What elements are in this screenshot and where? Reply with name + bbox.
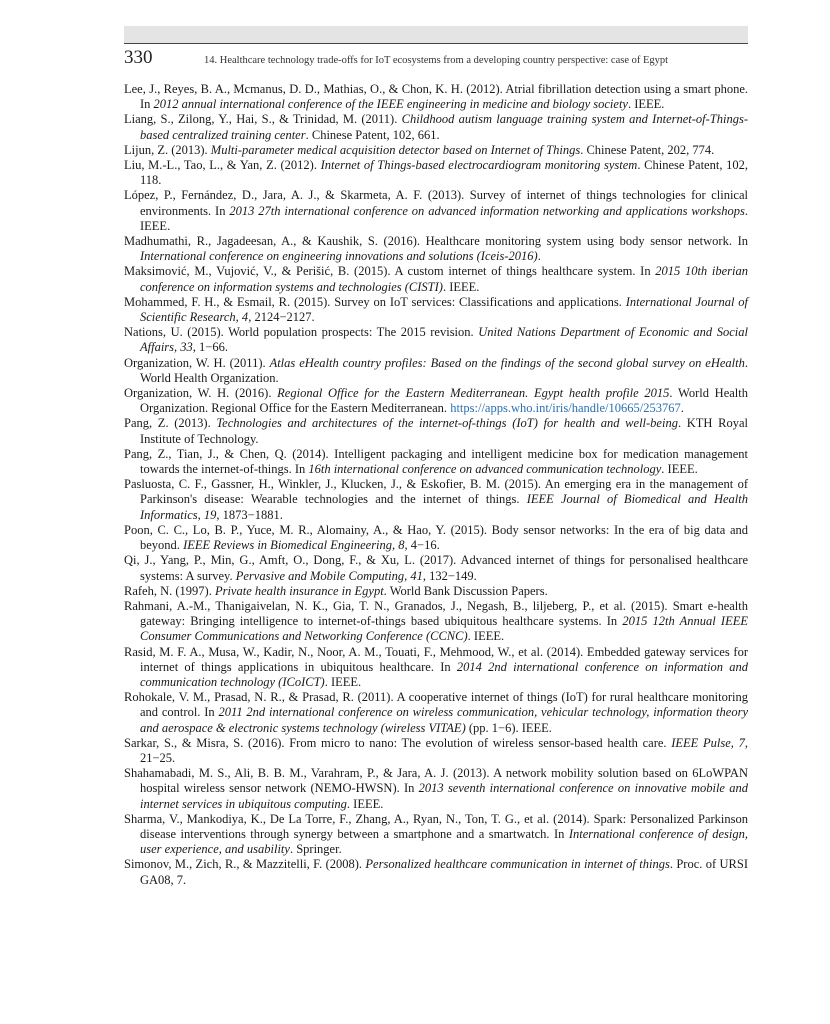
reference-text: Rasid, M. F. A., Musa, W., Kadir, N., Noor, A. M., Touati, F., Mehmood, W., et al. (2014). Embedded gateway services for internet of things applications in ubiquitous healthcare. In bbox=[124, 644, 748, 674]
reference-text: Shahamabadi, M. S., Ali, B. B. M., Varahram, P., & Jara, A. J. (2013). A network mobility solution based on 6LoWPAN hospital wireless sensor network (NEMO-HWSN). In bbox=[124, 766, 748, 796]
reference-entry bbox=[124, 477, 748, 523]
reference-text: , 1−66. bbox=[192, 340, 228, 355]
reference-entry bbox=[124, 234, 748, 264]
reference-entry bbox=[124, 82, 748, 112]
reference-entry bbox=[124, 447, 748, 477]
reference-text: Pasluosta, C. F., Gassner, H., Winkler, J., Klucken, J., & Eskofier, B. M. (2015). An emerging era in the management of Parkinson's disease: Wearable technologies and the internet of things. bbox=[124, 477, 748, 507]
reference-source: 2012 annual international conference of the IEEE engineering in medicine and biology society bbox=[153, 97, 628, 112]
reference-source: IEEE Pulse, 7 bbox=[671, 735, 745, 750]
reference-text: , 132−149. bbox=[422, 568, 477, 583]
reference-entry bbox=[124, 584, 748, 599]
page-number: 330 bbox=[124, 47, 153, 68]
reference-text: Liang, S., Zilong, Y., Hai, S., & Trinidad, M. (2011). bbox=[124, 112, 402, 127]
reference-text: . World Health Organization. bbox=[140, 355, 748, 385]
reference-text: . Chinese Patent, 102, 661. bbox=[305, 127, 440, 142]
reference-source: 2015 12th Annual IEEE Consumer Communications and Networking Conference (CCNC) bbox=[140, 614, 748, 644]
reference-text: . IEEE. bbox=[442, 279, 480, 294]
reference-source: 2015 10th iberian conference on information systems and technologies (CISTI) bbox=[140, 264, 748, 294]
reference-source: IEEE Journal of Biomedical and Health Informatics, 19 bbox=[140, 492, 748, 522]
reference-source: United Nations Department of Economic and Social Affairs, 33 bbox=[140, 325, 748, 355]
reference-entry bbox=[124, 112, 748, 142]
reference-text: Simonov, M., Zich, R., & Mazzitelli, F. (2008). bbox=[124, 857, 366, 872]
reference-entry bbox=[124, 523, 748, 553]
reference-text: Organization, W. H. (2011). bbox=[124, 355, 270, 370]
reference-source: IEEE Reviews in Biomedical Engineering, 8 bbox=[183, 538, 405, 553]
reference-source: International conference on engineering innovations and solutions (Iceis-2016) bbox=[140, 249, 538, 264]
reference-source: Personalized healthcare communication in internet of things bbox=[365, 857, 670, 872]
reference-entry bbox=[124, 645, 748, 691]
reference-text: . KTH Royal Institute of Technology. bbox=[140, 416, 748, 446]
reference-text: , 1873−1881. bbox=[216, 507, 283, 522]
reference-entry bbox=[124, 356, 748, 386]
reference-text: . IEEE. bbox=[467, 629, 505, 644]
reference-entry bbox=[124, 599, 748, 645]
reference-text: (pp. 1−6). IEEE. bbox=[465, 720, 552, 735]
reference-source: 2013 27th international conference on advanced information networking and applications workshops bbox=[229, 203, 745, 218]
reference-text: . IEEE. bbox=[346, 796, 384, 811]
reference-entry bbox=[124, 325, 748, 355]
reference-text: Rafeh, N. (1997). bbox=[124, 583, 215, 598]
reference-source: Pervasive and Mobile Computing, 41 bbox=[235, 568, 423, 583]
reference-text: . Springer. bbox=[289, 842, 342, 857]
reference-text: Pang, Z. (2013). bbox=[124, 416, 217, 431]
reference-text: Qi, J., Yang, P., Min, G., Amft, O., Dong, F., & Xu, L. (2017). Advanced internet of things for personalised healthcare systems: A survey. bbox=[124, 553, 748, 583]
reference-link[interactable]: https://apps.who.int/iris/handle/10665/253767 bbox=[450, 401, 681, 416]
reference-text: Lijun, Z. (2013). bbox=[124, 142, 211, 157]
reference-entry bbox=[124, 553, 748, 583]
reference-text: Sharma, V., Mankodiya, K., De La Torre, F., Zhang, A., Ryan, N., Ton, T. G., et al. (2014). Spark: Personalized Parkinson disease interventions through synergy between a smartphone and a smartwatch. In bbox=[124, 811, 748, 841]
reference-text: . Chinese Patent, 202, 774. bbox=[580, 142, 715, 157]
reference-entry bbox=[124, 188, 748, 234]
reference-entry bbox=[124, 143, 748, 158]
reference-source: International Journal of Scientific Research, 4 bbox=[140, 294, 749, 325]
reference-source: Childhood autism language training system and Internet-of-Things-based centralized training center bbox=[140, 112, 749, 142]
reference-source: Technologies and architectures of the internet-of-things (IoT) for health and well-being bbox=[216, 416, 678, 431]
reference-entry bbox=[124, 416, 748, 446]
reference-text: . IEEE. bbox=[140, 203, 748, 233]
running-head bbox=[124, 47, 748, 69]
reference-source: 16th international conference on advanced communication technology bbox=[308, 462, 662, 477]
reference-text: Nations, U. (2015). World population prospects: The 2015 revision. bbox=[124, 325, 479, 340]
reference-text: Madhumathi, R., Jagadeesan, A., & Kaushik, S. (2016). Healthcare monitoring system using body sensor network. In bbox=[124, 234, 748, 249]
reference-entry bbox=[124, 736, 748, 766]
running-title: 14. Healthcare technology trade-offs for IoT ecosystems from a developing country perspective: case of Egypt bbox=[204, 55, 669, 66]
reference-text: Poon, C. C., Lo, B. P., Yuce, M. R., Alomainy, A., & Hao, Y. (2015). Body sensor networks: In the era of big data and beyond. bbox=[124, 522, 748, 553]
reference-text: , 4−16. bbox=[404, 538, 440, 553]
reference-entry bbox=[124, 857, 748, 887]
reference-entry bbox=[124, 690, 748, 736]
reference-text: Liu, M.-L., Tao, L., & Yan, Z. (2012). bbox=[124, 158, 321, 173]
reference-entry bbox=[124, 264, 748, 294]
reference-source: Regional Office for the Eastern Mediterranean. Egypt health profile 2015 bbox=[277, 386, 670, 401]
reference-text: Pang, Z., Tian, J., & Chen, Q. (2014). Intelligent packaging and intelligent medicine box for medication management towards the internet-of-things. In bbox=[124, 446, 748, 477]
reference-text: . World Health Organization. Regional Office for the Eastern Mediterranean. bbox=[140, 386, 748, 416]
reference-source: International conference of design, user experience, and usability bbox=[140, 826, 748, 857]
reference-source: 2013 seventh international conference on innovative mobile and internet services in ubiquitous computing bbox=[140, 781, 748, 811]
reference-source: 2011 2nd international conference on wireless communication, vehicular technology, information theory and aerospace & electronic systems technology (wireless VITAE) bbox=[140, 705, 748, 735]
reference-text: Mohammed, F. H., & Esmail, R. (2015). Survey on IoT services: Classifications and applications. bbox=[124, 294, 626, 309]
reference-text: Rohokale, V. M., Prasad, N. R., & Prasad, R. (2011). A cooperative internet of things (IoT) for rural healthcare monitoring and control. In bbox=[124, 690, 748, 720]
reference-text: . bbox=[680, 401, 684, 416]
reference-text: , 2124−2127. bbox=[248, 310, 315, 325]
reference-text: . IEEE. bbox=[324, 674, 362, 689]
reference-text: Sarkar, S., & Misra, S. (2016). From micro to nano: The evolution of wireless sensor-based health care. bbox=[124, 735, 672, 750]
reference-entry bbox=[124, 812, 748, 858]
reference-source: Atlas eHealth country profiles: Based on the findings of the second global survey on eHealth bbox=[269, 355, 745, 370]
reference-text: Organization, W. H. (2016). bbox=[124, 386, 278, 401]
reference-text: López, P., Fernández, D., Jara, A. J., & Skarmeta, A. F. (2013). Survey of internet of things technologies for clinical environments. In bbox=[124, 188, 748, 218]
reference-entry bbox=[124, 158, 748, 188]
reference-entry bbox=[124, 386, 748, 416]
reference-entry bbox=[124, 766, 748, 812]
header-band bbox=[124, 26, 748, 43]
reference-text: . World Bank Discussion Papers. bbox=[383, 583, 548, 598]
reference-text: . Chinese Patent, 102, 118. bbox=[140, 158, 748, 188]
reference-source: 2014 2nd international conference on information and communication technology (ICoICT) bbox=[140, 659, 748, 689]
reference-text: . IEEE. bbox=[627, 97, 665, 112]
reference-text: Lee, J., Reyes, B. A., Mcmanus, D. D., Mathias, O., & Chon, K. H. (2012). Atrial fibrillation detection using a smart phone. In bbox=[124, 82, 748, 112]
header-rule bbox=[124, 43, 748, 44]
reference-list bbox=[124, 82, 748, 888]
reference-text: . Proc. of URSI GA08, 7. bbox=[140, 857, 748, 887]
reference-text: . bbox=[537, 249, 541, 264]
reference-text: , 21−25. bbox=[140, 735, 748, 765]
reference-source: Multi-parameter medical acquisition detector based on Internet of Things bbox=[210, 142, 581, 157]
reference-entry bbox=[124, 295, 748, 325]
reference-source: Private health insurance in Egypt bbox=[214, 583, 384, 598]
reference-text: Maksimović, M., Vujović, V., & Perišić, B. (2015). A custom internet of things healthcare system. In bbox=[124, 264, 656, 279]
reference-source: Internet of Things-based electrocardiogram monitoring system bbox=[320, 158, 638, 173]
reference-text: Rahmani, A.-M., Thanigaivelan, N. K., Gia, T. N., Granados, J., Negash, B., liljeberg, P., et al. (2015). Smart e-health gateway: Bringing intelligence to internet-of-things based ubiquitous healthcare systems. In bbox=[124, 598, 748, 629]
reference-text: . IEEE. bbox=[661, 462, 698, 477]
